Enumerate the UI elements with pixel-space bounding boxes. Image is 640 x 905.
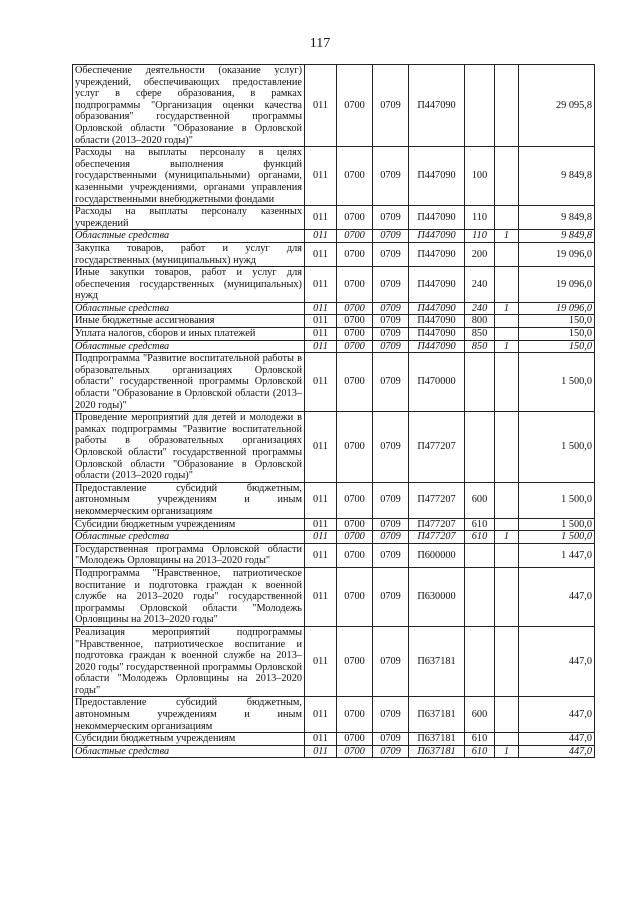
cell-target: П637181 bbox=[409, 626, 465, 697]
cell-source bbox=[495, 733, 519, 746]
cell-target: П637181 bbox=[409, 697, 465, 733]
cell-subsection: 0709 bbox=[373, 230, 409, 243]
cell-ministry: 011 bbox=[305, 733, 337, 746]
cell-subsection: 0709 bbox=[373, 518, 409, 531]
table-row bbox=[73, 230, 595, 243]
cell-expense bbox=[465, 626, 495, 697]
cell-section: 0700 bbox=[337, 65, 373, 147]
table-row bbox=[73, 697, 595, 733]
cell-source bbox=[495, 697, 519, 733]
cell-expense: 600 bbox=[465, 482, 495, 518]
table-row bbox=[73, 412, 595, 483]
cell-ministry: 011 bbox=[305, 482, 337, 518]
cell-amount: 19 096,0 bbox=[519, 242, 595, 266]
cell-amount: 150,0 bbox=[519, 340, 595, 353]
table-row bbox=[73, 482, 595, 518]
cell-target: П600000 bbox=[409, 543, 465, 567]
cell-source bbox=[495, 328, 519, 341]
table-row bbox=[73, 302, 595, 315]
cell-ministry: 011 bbox=[305, 206, 337, 230]
table-row bbox=[73, 531, 595, 544]
table-row bbox=[73, 353, 595, 412]
cell-amount: 9 849,8 bbox=[519, 147, 595, 206]
cell-source bbox=[495, 626, 519, 697]
cell-subsection: 0709 bbox=[373, 543, 409, 567]
cell-expense: 610 bbox=[465, 745, 495, 758]
cell-amount: 9 849,8 bbox=[519, 206, 595, 230]
cell-name: Субсидии бюджетным учреждениям bbox=[73, 518, 305, 531]
cell-subsection: 0709 bbox=[373, 315, 409, 328]
cell-source: 1 bbox=[495, 340, 519, 353]
cell-section: 0700 bbox=[337, 543, 373, 567]
cell-target: П447090 bbox=[409, 340, 465, 353]
cell-source bbox=[495, 412, 519, 483]
cell-name: Областные средства bbox=[73, 340, 305, 353]
cell-target: П637181 bbox=[409, 745, 465, 758]
cell-target: П477207 bbox=[409, 531, 465, 544]
cell-source: 1 bbox=[495, 531, 519, 544]
cell-subsection: 0709 bbox=[373, 412, 409, 483]
cell-expense: 610 bbox=[465, 531, 495, 544]
cell-expense bbox=[465, 353, 495, 412]
table-row bbox=[73, 206, 595, 230]
table-row bbox=[73, 340, 595, 353]
cell-target: П630000 bbox=[409, 567, 465, 626]
cell-source bbox=[495, 242, 519, 266]
cell-name: Иные закупки товаров, работ и услуг для обеспечения государственных (муниципальных) нужд bbox=[73, 267, 305, 303]
cell-ministry: 011 bbox=[305, 518, 337, 531]
cell-expense bbox=[465, 567, 495, 626]
cell-subsection: 0709 bbox=[373, 531, 409, 544]
cell-target: П477207 bbox=[409, 518, 465, 531]
table-row bbox=[73, 543, 595, 567]
cell-ministry: 011 bbox=[305, 626, 337, 697]
cell-name: Реализация мероприятий подпрограммы "Нравственное, патриотическое воспитание и подготовка граждан к военной службе на 2013–2020 годы" государственной программы Орловской области "Молодежь Орловщины на 2013–2020 годы" bbox=[73, 626, 305, 697]
cell-amount: 447,0 bbox=[519, 733, 595, 746]
cell-source bbox=[495, 267, 519, 303]
cell-section: 0700 bbox=[337, 315, 373, 328]
cell-subsection: 0709 bbox=[373, 353, 409, 412]
cell-section: 0700 bbox=[337, 626, 373, 697]
cell-ministry: 011 bbox=[305, 531, 337, 544]
budget-table-body bbox=[73, 65, 595, 758]
cell-amount: 29 095,8 bbox=[519, 65, 595, 147]
cell-amount: 19 096,0 bbox=[519, 302, 595, 315]
cell-target: П637181 bbox=[409, 733, 465, 746]
cell-subsection: 0709 bbox=[373, 302, 409, 315]
cell-ministry: 011 bbox=[305, 543, 337, 567]
cell-name: Субсидии бюджетным учреждениям bbox=[73, 733, 305, 746]
cell-name: Расходы на выплаты персоналу казенных учреждений bbox=[73, 206, 305, 230]
cell-target: П447090 bbox=[409, 206, 465, 230]
cell-section: 0700 bbox=[337, 518, 373, 531]
cell-expense: 240 bbox=[465, 267, 495, 303]
cell-name: Областные средства bbox=[73, 302, 305, 315]
cell-amount: 1 500,0 bbox=[519, 518, 595, 531]
cell-name: Областные средства bbox=[73, 230, 305, 243]
table-row bbox=[73, 733, 595, 746]
cell-amount: 19 096,0 bbox=[519, 267, 595, 303]
cell-section: 0700 bbox=[337, 147, 373, 206]
cell-subsection: 0709 bbox=[373, 340, 409, 353]
cell-name: Подпрограмма "Нравственное, патриотическое воспитание и подготовка граждан к военной службе на 2013–2020 годы" государственной программы Орловской области "Молодежь Орловщины на 2013–2020 годы" bbox=[73, 567, 305, 626]
cell-expense: 240 bbox=[465, 302, 495, 315]
cell-amount: 1 500,0 bbox=[519, 482, 595, 518]
cell-source: 1 bbox=[495, 745, 519, 758]
cell-expense: 100 bbox=[465, 147, 495, 206]
cell-name: Расходы на выплаты персоналу в целях обеспечения выполнения функций государственными (муниципальными) органами, казенными учреждениями, органами управления государственными внебюджетными фондами bbox=[73, 147, 305, 206]
cell-ministry: 011 bbox=[305, 242, 337, 266]
cell-subsection: 0709 bbox=[373, 65, 409, 147]
cell-name: Областные средства bbox=[73, 745, 305, 758]
table-row bbox=[73, 147, 595, 206]
cell-subsection: 0709 bbox=[373, 697, 409, 733]
cell-subsection: 0709 bbox=[373, 626, 409, 697]
cell-amount: 150,0 bbox=[519, 328, 595, 341]
cell-target: П447090 bbox=[409, 147, 465, 206]
cell-expense: 600 bbox=[465, 697, 495, 733]
page-number: 117 bbox=[309, 36, 331, 51]
cell-ministry: 011 bbox=[305, 697, 337, 733]
cell-subsection: 0709 bbox=[373, 147, 409, 206]
cell-section: 0700 bbox=[337, 412, 373, 483]
cell-ministry: 011 bbox=[305, 302, 337, 315]
cell-expense: 800 bbox=[465, 315, 495, 328]
cell-target: П447090 bbox=[409, 65, 465, 147]
cell-name: Предоставление субсидий бюджетным, автономным учреждениям и иным некоммерческим организациям bbox=[73, 482, 305, 518]
budget-table bbox=[72, 64, 595, 758]
table-row bbox=[73, 242, 595, 266]
cell-amount: 447,0 bbox=[519, 626, 595, 697]
cell-expense: 610 bbox=[465, 733, 495, 746]
cell-ministry: 011 bbox=[305, 340, 337, 353]
cell-name: Закупка товаров, работ и услуг для государственных (муниципальных) нужд bbox=[73, 242, 305, 266]
cell-name: Предоставление субсидий бюджетным, автономным учреждениям и иным некоммерческим организациям bbox=[73, 697, 305, 733]
cell-source bbox=[495, 315, 519, 328]
cell-section: 0700 bbox=[337, 697, 373, 733]
cell-name: Подпрограмма "Развитие воспитательной работы в образовательных организациях Орловской области" государственной программы Орловской области "Образование в Орловской области (2013–2020 годы)" bbox=[73, 353, 305, 412]
cell-ministry: 011 bbox=[305, 267, 337, 303]
cell-ministry: 011 bbox=[305, 412, 337, 483]
cell-source bbox=[495, 65, 519, 147]
cell-subsection: 0709 bbox=[373, 745, 409, 758]
cell-target: П447090 bbox=[409, 328, 465, 341]
cell-expense: 850 bbox=[465, 340, 495, 353]
cell-name: Иные бюджетные ассигнования bbox=[73, 315, 305, 328]
table-row bbox=[73, 267, 595, 303]
cell-target: П447090 bbox=[409, 315, 465, 328]
cell-target: П447090 bbox=[409, 302, 465, 315]
cell-ministry: 011 bbox=[305, 567, 337, 626]
cell-ministry: 011 bbox=[305, 353, 337, 412]
cell-section: 0700 bbox=[337, 328, 373, 341]
cell-section: 0700 bbox=[337, 482, 373, 518]
cell-section: 0700 bbox=[337, 340, 373, 353]
cell-section: 0700 bbox=[337, 531, 373, 544]
cell-section: 0700 bbox=[337, 267, 373, 303]
cell-expense: 850 bbox=[465, 328, 495, 341]
table-row bbox=[73, 567, 595, 626]
cell-target: П470000 bbox=[409, 353, 465, 412]
cell-expense: 610 bbox=[465, 518, 495, 531]
cell-amount: 9 849,8 bbox=[519, 230, 595, 243]
cell-subsection: 0709 bbox=[373, 328, 409, 341]
cell-name: Областные средства bbox=[73, 531, 305, 544]
cell-source bbox=[495, 147, 519, 206]
cell-section: 0700 bbox=[337, 230, 373, 243]
cell-source bbox=[495, 567, 519, 626]
cell-source bbox=[495, 518, 519, 531]
cell-target: П447090 bbox=[409, 242, 465, 266]
table-row bbox=[73, 315, 595, 328]
cell-source: 1 bbox=[495, 230, 519, 243]
cell-amount: 1 500,0 bbox=[519, 412, 595, 483]
cell-amount: 1 500,0 bbox=[519, 353, 595, 412]
cell-expense: 110 bbox=[465, 230, 495, 243]
cell-target: П477207 bbox=[409, 412, 465, 483]
cell-subsection: 0709 bbox=[373, 482, 409, 518]
cell-subsection: 0709 bbox=[373, 242, 409, 266]
cell-amount: 1 500,0 bbox=[519, 531, 595, 544]
cell-amount: 150,0 bbox=[519, 315, 595, 328]
table-row bbox=[73, 745, 595, 758]
cell-ministry: 011 bbox=[305, 65, 337, 147]
cell-amount: 447,0 bbox=[519, 745, 595, 758]
cell-source bbox=[495, 543, 519, 567]
cell-subsection: 0709 bbox=[373, 567, 409, 626]
cell-section: 0700 bbox=[337, 302, 373, 315]
cell-ministry: 011 bbox=[305, 745, 337, 758]
cell-name: Государственная программа Орловской области "Молодежь Орловщины на 2013–2020 годы" bbox=[73, 543, 305, 567]
cell-expense bbox=[465, 65, 495, 147]
cell-ministry: 011 bbox=[305, 328, 337, 341]
cell-target: П477207 bbox=[409, 482, 465, 518]
cell-amount: 447,0 bbox=[519, 567, 595, 626]
cell-name: Уплата налогов, сборов и иных платежей bbox=[73, 328, 305, 341]
cell-section: 0700 bbox=[337, 733, 373, 746]
cell-source: 1 bbox=[495, 302, 519, 315]
cell-target: П447090 bbox=[409, 267, 465, 303]
cell-amount: 1 447,0 bbox=[519, 543, 595, 567]
table-row bbox=[73, 328, 595, 341]
cell-name: Обеспечение деятельности (оказание услуг) учреждений, обеспечивающих предоставление услуг в сфере образования, в рамках подпрограммы "Организация оценки качества образования" государственной программы Орловской области "Образование в Орловской области (2013–2020 годы)" bbox=[73, 65, 305, 147]
cell-section: 0700 bbox=[337, 206, 373, 230]
cell-source bbox=[495, 206, 519, 230]
cell-ministry: 011 bbox=[305, 147, 337, 206]
cell-ministry: 011 bbox=[305, 230, 337, 243]
table-row bbox=[73, 518, 595, 531]
table-row bbox=[73, 626, 595, 697]
cell-expense: 110 bbox=[465, 206, 495, 230]
cell-section: 0700 bbox=[337, 745, 373, 758]
cell-section: 0700 bbox=[337, 567, 373, 626]
cell-ministry: 011 bbox=[305, 315, 337, 328]
cell-expense: 200 bbox=[465, 242, 495, 266]
cell-target: П447090 bbox=[409, 230, 465, 243]
cell-expense bbox=[465, 412, 495, 483]
cell-subsection: 0709 bbox=[373, 206, 409, 230]
table-row bbox=[73, 65, 595, 147]
cell-amount: 447,0 bbox=[519, 697, 595, 733]
cell-name: Проведение мероприятий для детей и молодежи в рамках подпрограммы "Развитие воспитательной работы в образовательных организациях Орловской области" государственной программы Орловской области "Образование в Орловской области (2013–2020 годы)" bbox=[73, 412, 305, 483]
cell-section: 0700 bbox=[337, 353, 373, 412]
cell-subsection: 0709 bbox=[373, 733, 409, 746]
cell-expense bbox=[465, 543, 495, 567]
cell-source bbox=[495, 353, 519, 412]
cell-section: 0700 bbox=[337, 242, 373, 266]
cell-source bbox=[495, 482, 519, 518]
cell-subsection: 0709 bbox=[373, 267, 409, 303]
